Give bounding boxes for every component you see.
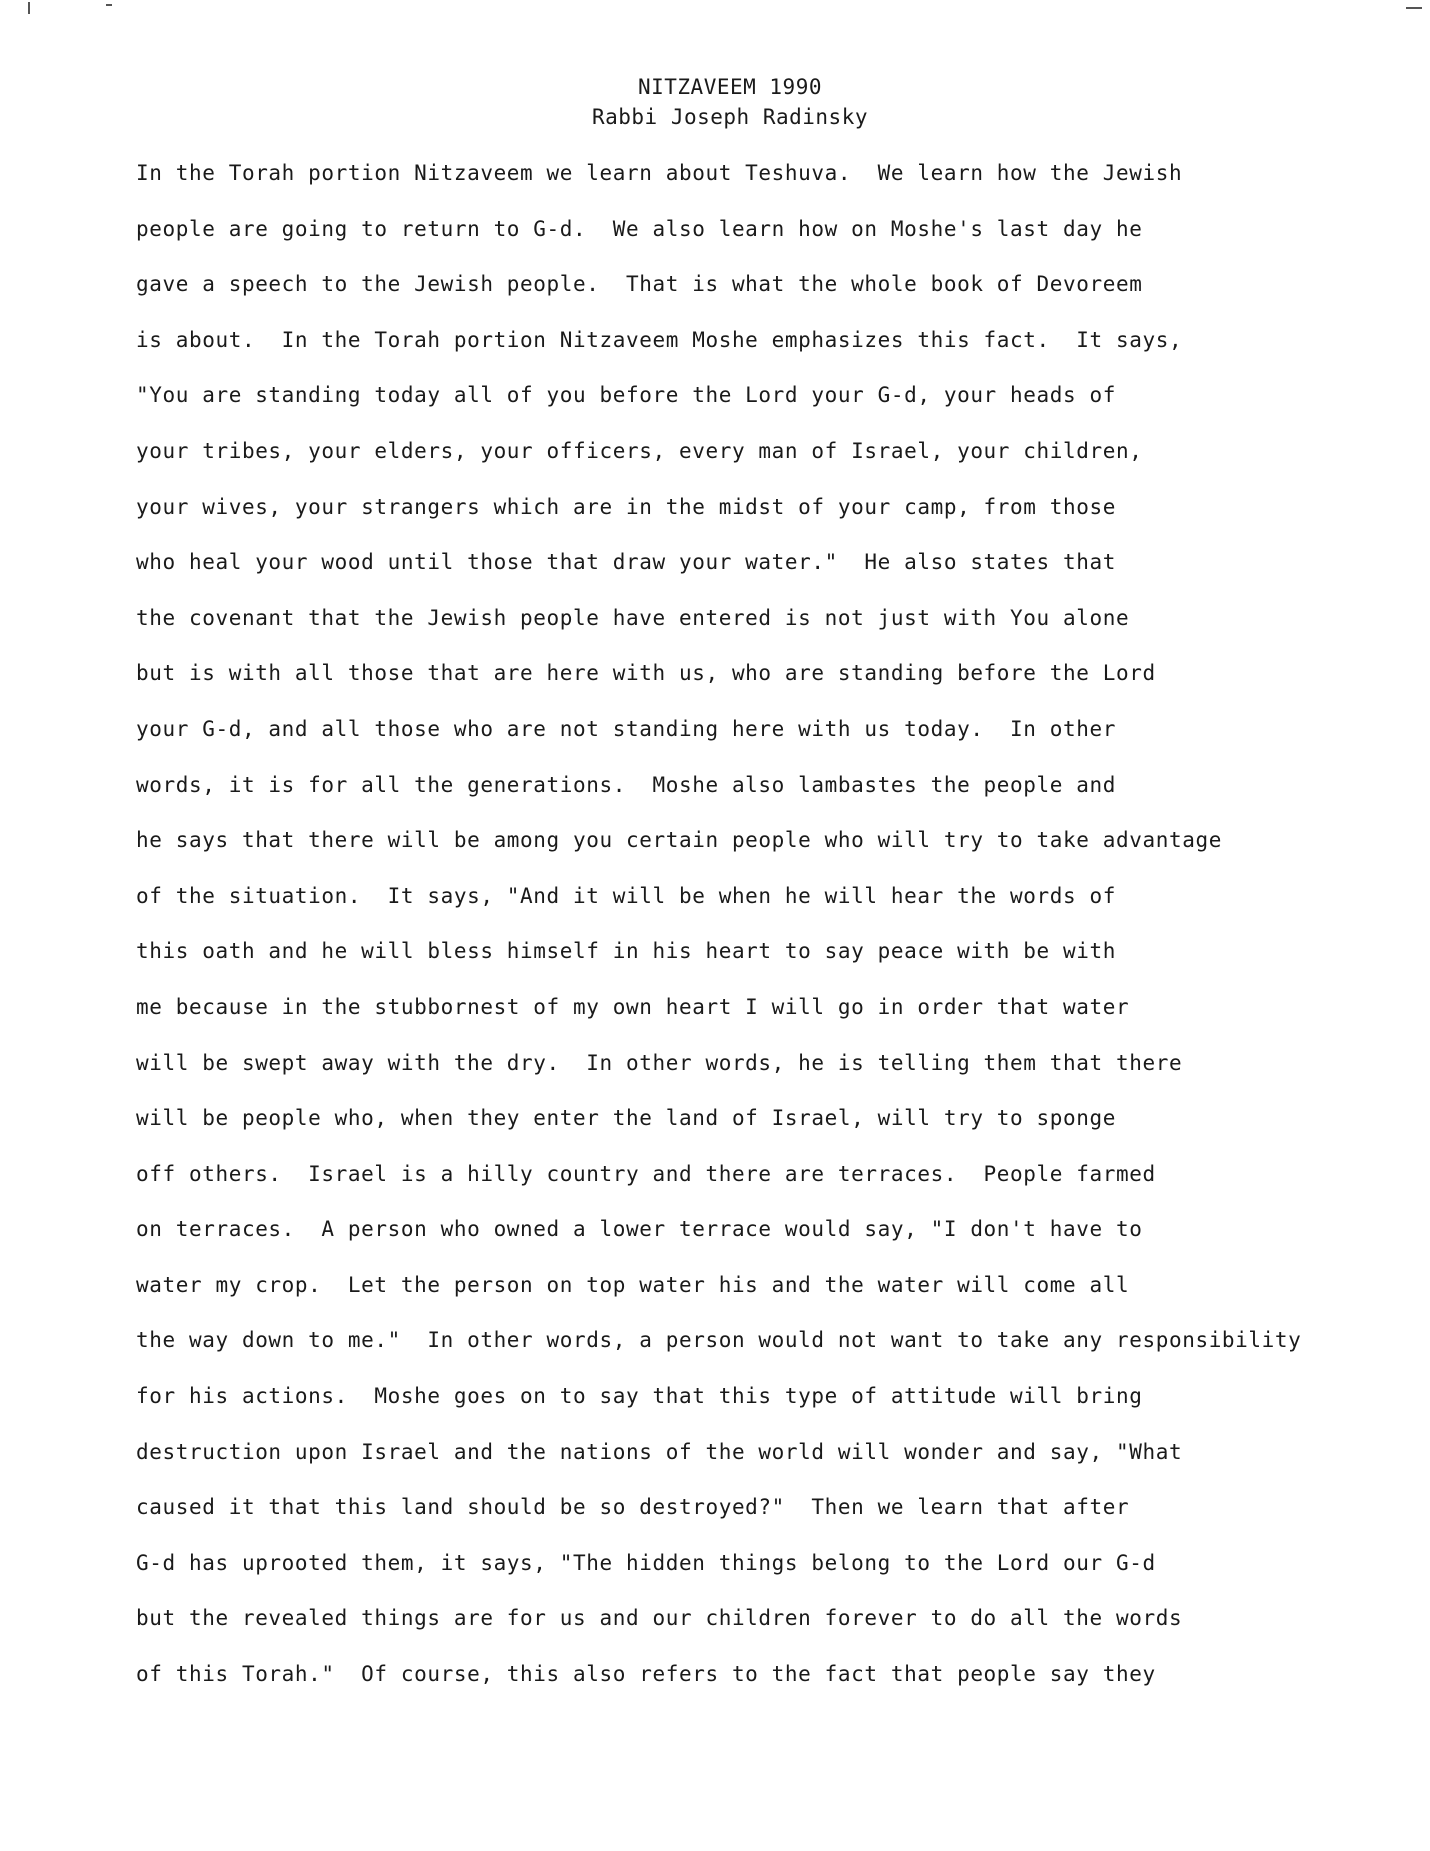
text-line: water my crop. Let the person on top water his and the water will come all <box>136 1272 1130 1297</box>
text-line: In the Torah portion Nitzaveem we learn about Teshuva. We learn how the Jewish <box>136 161 1183 185</box>
text-line: of the situation. It says, "And it will be when he will hear the words of <box>136 883 1116 908</box>
document-title: NITZAVEEM 1990 <box>637 75 822 99</box>
scan-artifact <box>28 2 30 14</box>
text-line: your G-d, and all those who are not standing here with us today. In other <box>136 716 1116 741</box>
text-line: your wives, your strangers which are in the midst of your camp, from those <box>136 494 1116 519</box>
scan-artifact <box>106 4 112 6</box>
text-line: off others. Israel is a hilly country and there are terraces. People farmed <box>136 1161 1156 1186</box>
text-line: caused it that this land should be so destroyed?" Then we learn that after <box>136 1495 1130 1520</box>
text-line: words, it is for all the generations. Moshe also lambastes the people and <box>136 772 1116 797</box>
text-line: me because in the stubbornest of my own heart I will go in order that water <box>136 994 1130 1019</box>
text-line: but the revealed things are for us and our children forever to do all the words <box>136 1606 1183 1631</box>
text-line: but is with all those that are here with us, who are standing before the Lord <box>136 661 1156 686</box>
text-line: will be swept away with the dry. In other words, he is telling them that there <box>136 1050 1183 1075</box>
text-line: he says that there will be among you certain people who will try to take advantage <box>136 828 1222 853</box>
text-line: on terraces. A person who owned a lower terrace would say, "I don't have to <box>136 1217 1143 1242</box>
text-line: who heal your wood until those that draw your water." He also states that <box>136 550 1116 575</box>
document-header <box>0 72 1430 132</box>
text-line: is about. In the Torah portion Nitzaveem Moshe emphasizes this fact. It says, <box>136 327 1183 352</box>
text-line: "You are standing today all of you before the Lord your G-d, your heads of <box>136 383 1116 408</box>
text-line: for his actions. Moshe goes on to say that this type of attitude will bring <box>136 1384 1143 1409</box>
text-line: the way down to me." In other words, a person would not want to take any responsibility <box>136 1328 1302 1353</box>
text-line: people are going to return to G-d. We also learn how on Moshe's last day he <box>136 216 1143 241</box>
document-body <box>136 155 1416 1712</box>
text-line: this oath and he will bless himself in his heart to say peace with be with <box>136 939 1116 964</box>
document-author: Rabbi Joseph Radinsky <box>591 105 868 129</box>
text-line: G-d has uprooted them, it says, "The hidden things belong to the Lord our G-d <box>136 1550 1156 1575</box>
text-line: of this Torah." Of course, this also refers to the fact that people say they <box>136 1662 1156 1687</box>
text-line: your tribes, your elders, your officers, every man of Israel, your children, <box>136 438 1143 463</box>
text-line: will be people who, when they enter the land of Israel, will try to sponge <box>136 1106 1116 1131</box>
text-line: gave a speech to the Jewish people. That is what the whole book of Devoreem <box>136 272 1143 297</box>
text-line: the covenant that the Jewish people have entered is not just with You alone <box>136 605 1130 630</box>
text-line: destruction upon Israel and the nations of the world will wonder and say, "What <box>136 1439 1183 1464</box>
scan-artifact <box>1406 7 1422 9</box>
